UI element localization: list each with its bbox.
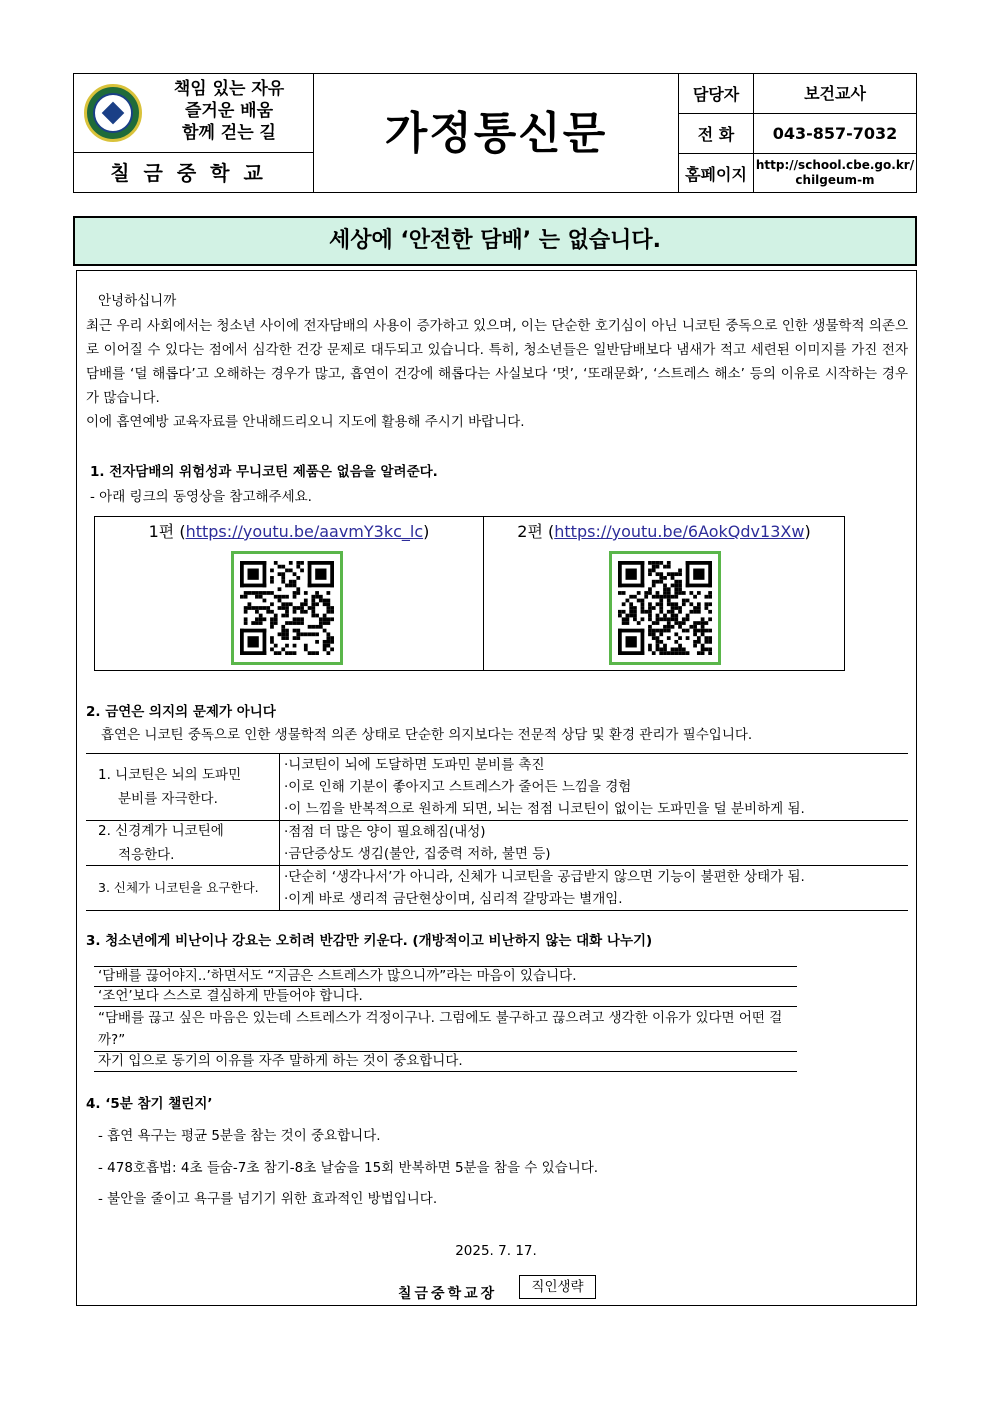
school-block [73,73,314,193]
school-name: 칠금중학교 [110,161,277,185]
row-key-line: 2. 신경계가 니코틴에 [98,823,224,839]
table-row [86,754,908,821]
qr-code-icon[interactable] [231,551,343,665]
contact-value: 043-857-7032 [772,124,898,143]
video-cell [484,517,844,670]
row-key [86,821,280,865]
tip-line: 자기 입으로 동기의 이유를 자주 말하게 하는 것이 중요합니다. [94,1052,797,1072]
section2-description: 흡연은 니코틴 중독으로 인한 생물학적 의존 상태로 단순한 의지보다는 전문적 상담 및 환경 관리가 필수입니다. [101,727,753,743]
challenge-item: - 흡연 욕구는 평균 5분을 참는 것이 중요합니다. [98,1128,381,1144]
row-value: ·단순히 ‘생각나서’가 아니라, 신체가 니코틴을 공급받지 않으면 기능이 불편한 상태가 됨. [284,869,805,885]
intro-text-2: 이에 흡연예방 교육자료를 안내해드리오니 지도에 활용해 주시기 바랍니다. [86,414,525,430]
challenge-item: - 478호흡법: 4초 들숨-7초 참기-8초 날숨을 15회 반복하면 5분을 참을 수 있습니다. [98,1160,599,1176]
tip-line: ‘조언’보다 스스로 결심하게 만들어야 합니다. [94,987,797,1007]
row-value: ·금단증상도 생김(불안, 집중력 저하, 불면 등) [284,846,551,862]
document-title: 가정통신문 [314,73,678,193]
intro-text: 최근 우리 사회에서는 청소년 사이에 전자담배의 사용이 증가하고 있으며, 이는 단순한 호기심이 아닌 니코틴 중독으로 인한 생물학적 의존으로 이어질 수 있다는 점에서 심각한 건강 문제로 대두되고 있습니다. 특히, 청소년들은 일반담배보다 냄새가 적고 세련된 이미지를 가진 전자담배를 ‘덜 해롭다’고 오해하는 경우가 많고, 흡연이 건강에 해롭다는 사실보다 ‘멋’, ‘또래문화’, ‘스트레스 해소’ 등의 이유로 시작하는 경우가 많습니다. [86,318,908,406]
seal-omitted-stamp: 직인생략 [519,1275,596,1299]
motto-line: 책임 있는 자유 [173,79,285,99]
challenge-item: - 불안을 줄이고 욕구를 넘기기 위한 효과적인 방법입니다. [98,1191,438,1207]
video-link[interactable]: https://youtu.be/6AokQdv13Xw [554,522,805,541]
qr-code-icon[interactable] [609,551,721,665]
table-row [86,866,908,910]
section1-heading: 1. 전자담배의 위험성과 무니코틴 제품은 없음을 알려준다. [90,464,438,480]
video-title: 1편 (https://youtu.be/aavmY3kc_lc) [148,522,430,541]
greeting: 안녕하십니까 [98,293,177,309]
nicotine-table [86,753,908,911]
letter-header [73,73,917,193]
video-label: 1편 [148,522,175,541]
row-values [280,866,908,910]
contact-row [679,154,916,192]
video-label: 2편 [517,522,543,541]
row-key-line: 분비를 자극한다. [118,791,218,807]
section3-heading: 3. 청소년에게 비난이나 강요는 오히려 반감만 키운다. (개방적이고 비난하지 않는 대화 나누기) [86,933,653,949]
contact-table [678,73,917,193]
contact-value: 보건교사 [804,84,866,103]
principal-signature: 칠금중학교장 [398,1286,498,1302]
motto-line: 함께 걷는 길 [182,123,276,143]
row-value: ·이 느낌을 반복적으로 원하게 되면, 뇌는 점점 니코틴이 없이는 도파민을 덜 분비하게 됨. [284,801,805,817]
video-link[interactable]: https://youtu.be/aavmY3kc_lc [185,522,424,541]
issue-date: 2025. 7. 17. [455,1243,537,1259]
motto-area [74,74,313,153]
row-value: ·이게 바로 생리적 금단현상이며, 심리적 갈망과는 별개임. [284,891,623,907]
school-motto [154,78,304,144]
row-key [86,754,280,820]
table-row [86,821,908,866]
row-values [280,821,908,865]
video-title: 2편 (https://youtu.be/6AokQdv13Xw) [517,522,811,541]
motto-line: 즐거운 배움 [184,101,274,121]
row-key-line: 적응한다. [118,847,175,863]
contact-key: 담당자 [679,74,754,113]
intro-paragraph [86,314,908,434]
row-key-line: 3. 신체가 니코틴을 요구한다. [98,880,259,895]
row-values [280,754,908,820]
row-key [86,866,280,910]
contact-key: 전 화 [679,114,754,153]
row-value: ·이로 인해 기분이 좋아지고 스트레스가 줄어든 느낌을 경험 [284,779,632,795]
video-links-box [94,516,845,671]
tip-line: ‘담배를 끊어야지..’하면서도 “지금은 스트레스가 많으니까”라는 마음이 있습니다. [94,967,797,987]
tip-line: “담배를 끊고 싶은 마음은 있는데 스트레스가 걱정이구나. 그럼에도 불구하고 끊으려고 생각한 이유가 있다면 어떤 걸까?” [94,1007,797,1052]
section4-heading: 4. ‘5분 참기 챌린지’ [86,1096,213,1112]
row-value: ·점점 더 많은 양이 필요해짐(내성) [284,824,486,840]
row-key-line: 1. 니코틴은 뇌의 도파민 [98,767,242,783]
contact-row [679,74,916,114]
dialogue-tips [94,966,797,1072]
video-cell [95,517,484,670]
headline-banner: 세상에 ‘안전한 담배’ 는 없습니다. [73,216,917,266]
section1-note: - 아래 링크의 동영상을 참고해주세요. [90,489,312,505]
row-value: ·니코틴이 뇌에 도달하면 도파민 분비를 촉진 [284,757,545,773]
school-emblem-icon [84,84,142,142]
section2-heading: 2. 금연은 의지의 문제가 아니다 [86,704,276,720]
contact-row [679,114,916,154]
contact-key: 홈페이지 [679,154,754,192]
homepage-link[interactable]: http://school.cbe.go.kr/ chilgeum-m [755,158,915,187]
